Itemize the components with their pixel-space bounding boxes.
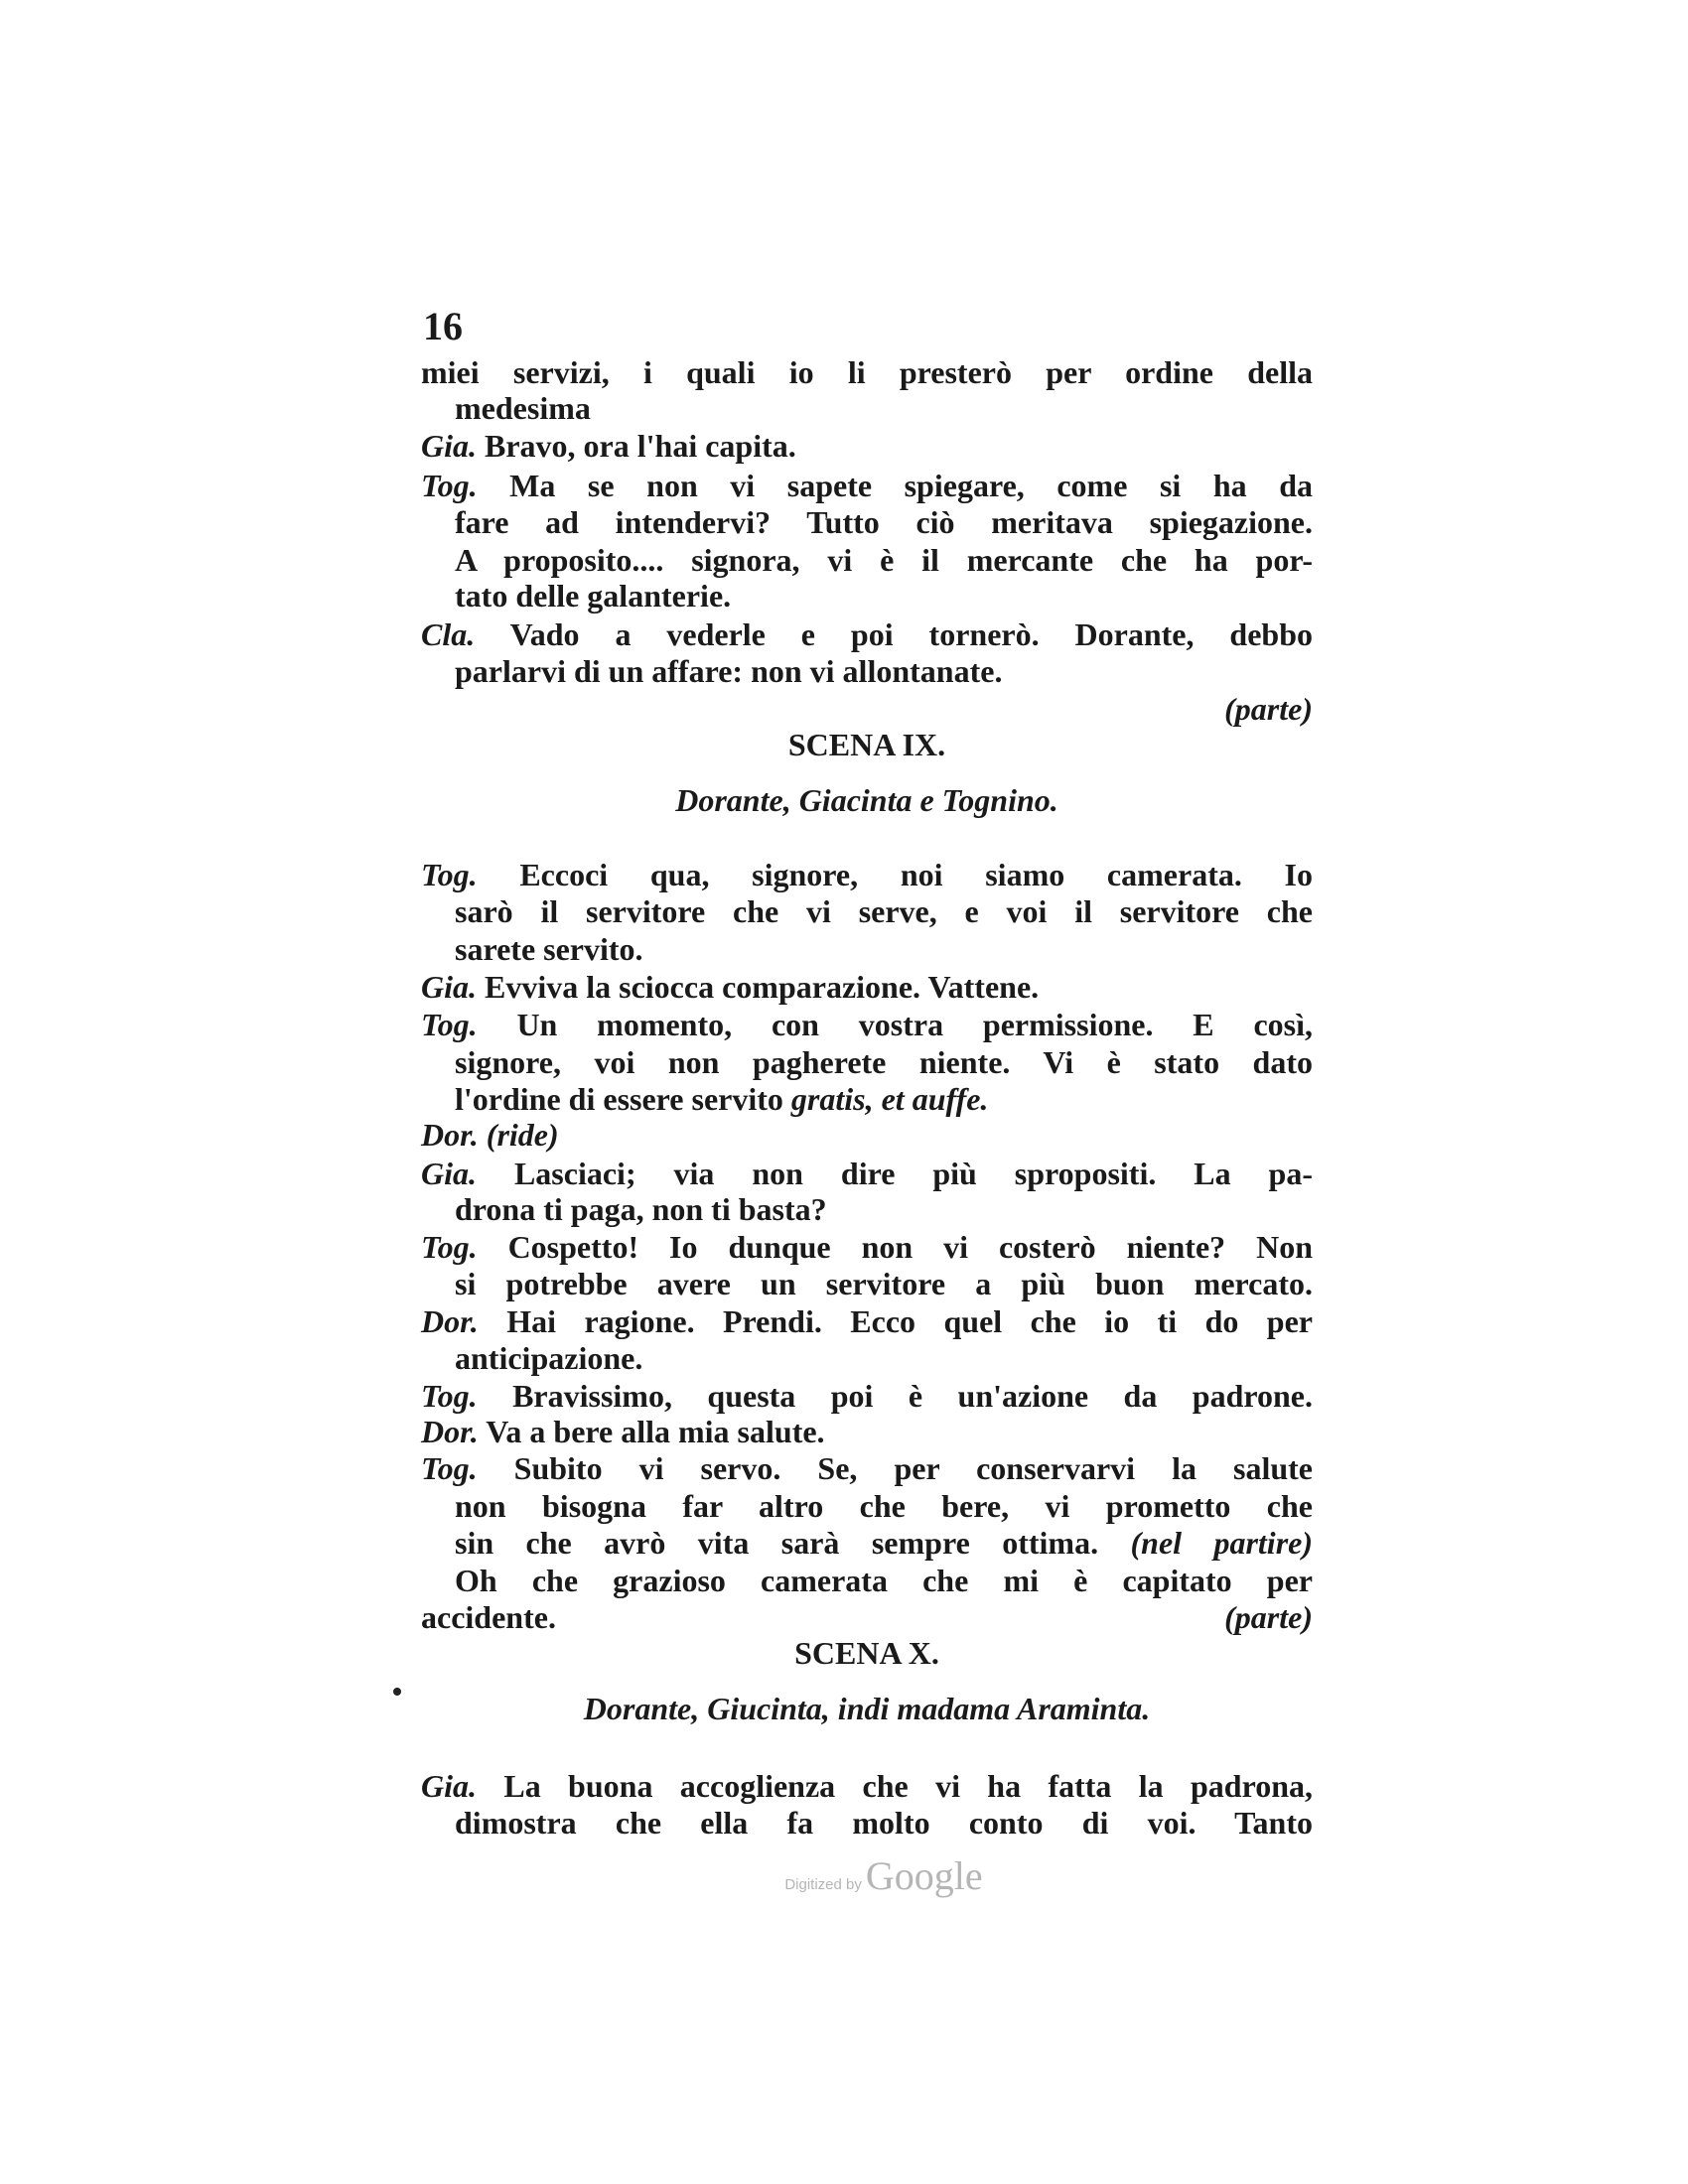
line-text: Subito vi servo. Se, per conservarvi la salute bbox=[513, 1450, 1314, 1486]
page-number: 16 bbox=[423, 304, 463, 348]
text-line bbox=[421, 1413, 1313, 1450]
text-line bbox=[455, 1487, 1313, 1525]
line-text: Bravissimo, questa poi è un'azione da padrone. bbox=[512, 1378, 1314, 1414]
speaker-label: Dor. bbox=[421, 1414, 479, 1449]
line-text: miei servizi, i quali io li presterò per ordine della bbox=[421, 354, 1313, 390]
line-text: signore, voi non pagherete niente. Vi è stato dato bbox=[455, 1044, 1313, 1080]
line-text: sin che avrò vita sarà sempre ottima. bbox=[455, 1525, 1131, 1561]
text-line bbox=[455, 1804, 1313, 1842]
line-text: Vado a vederle e poi tornerò. Dorante, debbo bbox=[509, 616, 1314, 652]
text-line bbox=[455, 1043, 1313, 1081]
stage-direction: (ride) bbox=[486, 1117, 559, 1153]
watermark-prefix: Digitized by bbox=[784, 1876, 862, 1893]
text-line bbox=[421, 467, 1313, 504]
text-line bbox=[455, 1080, 1313, 1118]
text-line bbox=[421, 1449, 1313, 1487]
text-line bbox=[421, 968, 1313, 1006]
text-line bbox=[455, 652, 1313, 690]
line-text: Eccoci qua, signore, noi siamo camerata. Io bbox=[519, 857, 1313, 892]
line-text: si potrebbe avere un servitore a più buon mercato. bbox=[455, 1266, 1313, 1301]
text-line bbox=[421, 615, 1313, 653]
line-text: parlarvi di un affare: non vi allontanate. bbox=[455, 653, 1003, 689]
line-text: sarete servito. bbox=[455, 931, 643, 967]
text-line bbox=[421, 1767, 1313, 1805]
line-text: sarò il servitore che vi serve, e voi il servitore che bbox=[455, 893, 1313, 929]
speaker-label: Tog. bbox=[421, 1007, 478, 1042]
line-text: Lasciaci; via non dire più spropositi. La pa- bbox=[513, 1156, 1314, 1191]
text-line bbox=[421, 1598, 1313, 1636]
line-text: l'ordine di essere servito bbox=[455, 1081, 791, 1117]
line-text: anticipazione. bbox=[455, 1340, 643, 1376]
text-line bbox=[421, 690, 1313, 728]
speaker-label: Tog. bbox=[421, 1229, 478, 1265]
scene-heading: SCENA IX. bbox=[787, 727, 946, 762]
speaker-label: Gia. bbox=[421, 969, 477, 1005]
speaker-label: Gia. bbox=[421, 1156, 477, 1191]
text-line bbox=[421, 1377, 1313, 1415]
stage-direction: (nel partire) bbox=[1130, 1525, 1314, 1561]
speaker-label: Cla. bbox=[421, 616, 476, 652]
line-text: fare ad intendervi? Tutto ciò meritava spiegazione. bbox=[455, 504, 1313, 540]
line-text: Oh che grazioso camerata che mi è capitato per bbox=[455, 1563, 1313, 1598]
line-text: drona ti paga, non ti basta? bbox=[455, 1191, 827, 1227]
text-line bbox=[455, 389, 1313, 427]
stage-direction: gratis, et auffe. bbox=[790, 1081, 989, 1117]
line-text: non bisogna far altro che bere, vi prometto che bbox=[455, 1488, 1313, 1524]
line-text: La buona accoglienza che vi ha fatta la padrona, bbox=[503, 1768, 1314, 1804]
text-line bbox=[455, 1265, 1313, 1302]
line-text: Bravo, ora l'hai capita. bbox=[485, 428, 796, 464]
text-line bbox=[455, 577, 1313, 614]
text-line bbox=[455, 1339, 1313, 1377]
text-line bbox=[455, 541, 1313, 579]
speaker-label: Tog. bbox=[421, 1450, 478, 1486]
speaker-label: Dor. bbox=[421, 1117, 479, 1153]
scene-characters: Dorante, Giucinta, indi madama Araminta. bbox=[583, 1691, 1151, 1726]
text-line bbox=[455, 1562, 1313, 1599]
line-text: tato delle galanterie. bbox=[455, 578, 732, 614]
stage-direction: (parte) bbox=[1224, 691, 1313, 727]
speaker-label: Tog. bbox=[421, 468, 478, 503]
text-line bbox=[421, 1302, 1313, 1340]
text-line bbox=[455, 503, 1313, 541]
text-line bbox=[421, 1116, 1313, 1154]
google-watermark bbox=[0, 1852, 1688, 1899]
speaker-label: Gia. bbox=[421, 1768, 477, 1804]
line-text: dimostra che ella fa molto conto di voi. Tanto bbox=[455, 1805, 1313, 1841]
text-line bbox=[421, 353, 1313, 391]
text-line bbox=[421, 427, 1313, 465]
stage-direction: (parte) bbox=[1224, 1599, 1313, 1635]
line-text: medesima bbox=[455, 390, 591, 426]
line-text: Un momento, con vostra permissione. E così, bbox=[516, 1007, 1314, 1042]
line-text: Va a bere alla mia salute. bbox=[486, 1414, 825, 1449]
speaker-label: Gia. bbox=[421, 428, 477, 464]
scene-heading: SCENA X. bbox=[794, 1635, 939, 1671]
text-line bbox=[421, 856, 1313, 893]
text-line bbox=[455, 930, 1313, 968]
speaker-label: Tog. bbox=[421, 1378, 478, 1414]
line-text: A proposito.... signora, vi è il mercante che ha por- bbox=[455, 542, 1313, 578]
line-text: Ma se non vi sapete spiegare, come si ha da bbox=[509, 468, 1314, 503]
line-text: Cospetto! Io dunque non vi costerò niente? Non bbox=[507, 1229, 1314, 1265]
ink-speck bbox=[393, 1688, 401, 1696]
watermark-brand: Google bbox=[865, 1853, 983, 1898]
speaker-label: Tog. bbox=[421, 857, 478, 892]
text-line bbox=[455, 892, 1313, 930]
text-line bbox=[421, 1006, 1313, 1043]
line-text: accidente. bbox=[421, 1599, 556, 1635]
line-text: Evviva la sciocca comparazione. Vattene. bbox=[485, 969, 1040, 1005]
speaker-label: Dor. bbox=[421, 1303, 479, 1339]
text-line bbox=[455, 1190, 1313, 1228]
text-line bbox=[455, 1524, 1313, 1562]
text-line bbox=[421, 1228, 1313, 1266]
text-line bbox=[421, 1155, 1313, 1192]
scene-characters: Dorante, Giacinta e Tognino. bbox=[675, 782, 1058, 818]
line-text: Hai ragione. Prendi. Ecco quel che io ti do per bbox=[506, 1303, 1314, 1339]
